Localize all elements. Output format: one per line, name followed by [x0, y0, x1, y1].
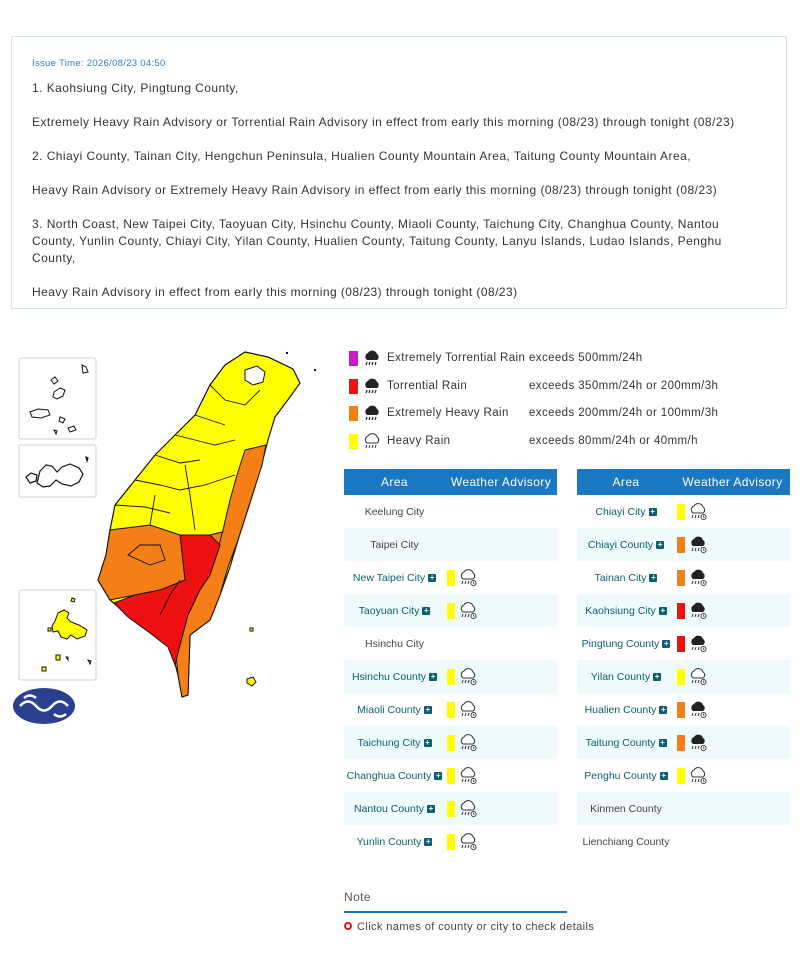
area-cell [344, 561, 445, 594]
area-link[interactable]: Taitung County [585, 736, 656, 749]
advisory-level-swatch [447, 735, 455, 751]
advisory-cell [445, 495, 557, 528]
area-cell [577, 660, 675, 693]
bulletin-paragraph: Heavy Rain Advisory or Extremely Heavy Rain Advisory in effect from early this morning (08/23) through tonight (08/23) [32, 183, 718, 197]
area-link[interactable]: Nantou County [353, 802, 425, 815]
advisory-indicator [675, 528, 790, 561]
legend-label: Extremely Heavy Rain [387, 407, 509, 419]
advisory-indicator [675, 594, 790, 627]
advisory-cell [675, 660, 790, 693]
area-link[interactable]: Chiayi City [595, 505, 646, 518]
column-header-weather-advisory: Weather Advisory [445, 469, 557, 495]
torrential-rain-icon [362, 377, 382, 397]
area-cell [577, 561, 675, 594]
table-row [344, 825, 557, 858]
advisory-level-swatch [677, 768, 685, 784]
area-cell [344, 759, 445, 792]
area-name: Kinmen County [590, 802, 662, 815]
advisory-level-swatch [677, 504, 685, 520]
dark-rain-cloud-icon [688, 568, 708, 588]
area-cell [344, 726, 445, 759]
advisory-level-swatch [677, 537, 685, 553]
area-cell [577, 792, 675, 825]
bulletin-paragraph: 1. Kaohsiung City, Pingtung County, [32, 81, 239, 95]
area-cell [577, 495, 675, 528]
rain-cloud-icon [458, 700, 478, 720]
cwa-logo [13, 688, 75, 724]
rain-cloud-icon [458, 799, 478, 819]
table-row [344, 759, 557, 792]
extreme-rain-icon [362, 349, 382, 369]
heavy-rain-icon [362, 432, 382, 452]
bulletin-paragraph: 2. Chiayi County, Tainan City, Hengchun Peninsula, Hualien County Mountain Area, Taitung County Mountain Area, [32, 149, 691, 163]
dark-rain-cloud-icon [688, 535, 708, 555]
note-title: Note [344, 890, 567, 913]
table-row [577, 495, 790, 528]
rain-cloud-icon [458, 733, 478, 753]
expand-plus-icon[interactable]: + [663, 638, 669, 648]
expand-plus-icon[interactable]: + [654, 671, 660, 681]
legend-label: Torrential Rain [387, 379, 468, 392]
legend-swatch [349, 406, 358, 421]
area-link[interactable]: Changhua County [346, 769, 432, 782]
table-row [344, 660, 557, 693]
dark-rain-cloud-icon [688, 700, 708, 720]
rain-cloud-icon [458, 667, 478, 687]
advisory-cell [675, 627, 790, 660]
table-row [344, 594, 557, 627]
rain-cloud-icon [458, 832, 478, 852]
area-link[interactable]: Yilan County [590, 670, 651, 683]
expand-plus-icon[interactable]: + [651, 572, 656, 582]
area-name: Keelung City [364, 505, 425, 518]
table-row [344, 792, 557, 825]
bullet-icon [344, 922, 352, 930]
table-row [344, 627, 557, 660]
table-row [344, 561, 557, 594]
note-text: Click names of county or city to check details [357, 921, 595, 933]
legend-row [348, 431, 778, 459]
area-link[interactable]: Pingtung County [581, 637, 660, 650]
area-link[interactable]: Hsinchu County [351, 670, 427, 683]
advisory-cell [675, 495, 790, 528]
expand-plus-icon[interactable]: + [650, 506, 655, 516]
area-link[interactable]: Hualien County [584, 703, 657, 716]
legend-threshold: exceeds 200mm/24h or 100mm/3h [529, 407, 719, 419]
advisory-level-swatch [447, 834, 455, 850]
area-cell [577, 759, 675, 792]
taiwan-advisory-map[interactable] [10, 345, 325, 730]
table-row [577, 627, 790, 660]
advisory-cell [675, 693, 790, 726]
advisory-cell [445, 561, 557, 594]
advisory-cell [675, 825, 790, 858]
advisory-indicator [675, 561, 790, 594]
advisory-indicator [675, 693, 790, 726]
advisory-indicator [445, 693, 557, 726]
legend-label: Extremely Torrential Rain [387, 352, 526, 364]
advisory-indicator [675, 495, 790, 528]
legend-swatch [349, 351, 358, 366]
advisory-cell [445, 825, 557, 858]
table-row [577, 825, 790, 858]
expand-plus-icon[interactable]: + [428, 803, 434, 813]
rain-cloud-icon [458, 568, 478, 588]
expand-plus-icon[interactable]: + [429, 572, 435, 582]
advisory-indicator [675, 726, 790, 759]
advisory-indicator [445, 792, 557, 825]
table-row [577, 660, 790, 693]
legend-row [348, 376, 778, 404]
table-row [577, 759, 790, 792]
area-cell [577, 693, 675, 726]
area-link[interactable]: Tainan City [594, 571, 647, 584]
rain-cloud-icon [688, 667, 708, 687]
ludao-island[interactable] [250, 628, 253, 631]
table-row [577, 594, 790, 627]
advisory-level-swatch [677, 735, 685, 751]
area-cell [344, 660, 445, 693]
advisory-cell [445, 627, 557, 660]
advisory-indicator [445, 660, 557, 693]
expand-plus-icon[interactable]: + [425, 704, 431, 714]
advisory-indicator [675, 627, 790, 660]
advisory-cell [445, 660, 557, 693]
column-header-area: Area [577, 469, 675, 495]
bulletin-paragraph: Extremely Heavy Rain Advisory or Torrential Rain Advisory in effect from early this morning (08/23) through tonight (08/23) [32, 115, 735, 129]
advisory-level-swatch [447, 570, 455, 586]
area-cell [577, 825, 675, 858]
advisory-level-swatch [677, 603, 685, 619]
issue-time: Issue Time: 2026/08/23 04:50 [32, 58, 166, 69]
area-link[interactable]: New Taipei City [352, 571, 426, 584]
lanyu-island[interactable] [247, 677, 256, 686]
area-link[interactable]: Yunlin County [356, 835, 422, 848]
area-table-right [577, 469, 790, 858]
advisory-cell [445, 726, 557, 759]
advisory-cell [675, 594, 790, 627]
area-link[interactable]: Taichung City [357, 736, 421, 749]
area-cell [344, 825, 445, 858]
advisory-cell [445, 759, 557, 792]
advisory-cell [675, 759, 790, 792]
area-table-left [344, 469, 557, 858]
dark-rain-cloud-icon [688, 601, 708, 621]
advisory-cell [675, 726, 790, 759]
table-row [577, 528, 790, 561]
expand-plus-icon[interactable]: + [660, 605, 666, 615]
expand-plus-icon[interactable]: + [425, 737, 430, 747]
advisory-indicator [675, 660, 790, 693]
advisory-indicator [445, 759, 557, 792]
table-row [577, 792, 790, 825]
legend-threshold: exceeds 500mm/24h [529, 352, 643, 364]
area-cell [577, 726, 675, 759]
area-cell [344, 693, 445, 726]
advisory-indicator [445, 726, 557, 759]
rain-cloud-icon [688, 502, 708, 522]
legend-threshold: exceeds 350mm/24h or 200mm/3h [529, 379, 719, 392]
expand-plus-icon[interactable]: + [430, 671, 436, 681]
table-row [577, 561, 790, 594]
table-row [344, 693, 557, 726]
area-cell [344, 528, 445, 561]
advisory-cell [445, 693, 557, 726]
area-link[interactable]: Chiayi County [587, 538, 654, 551]
advisory-cell [675, 528, 790, 561]
advisory-level-swatch [447, 603, 455, 619]
expand-plus-icon[interactable]: + [424, 605, 429, 615]
advisory-cell [445, 792, 557, 825]
rain-cloud-icon [458, 766, 478, 786]
advisory-indicator [445, 825, 557, 858]
legend-swatch [349, 379, 358, 394]
expand-plus-icon[interactable]: + [660, 737, 665, 747]
advisory-level-swatch [677, 570, 685, 586]
area-cell [577, 594, 675, 627]
table-row [577, 693, 790, 726]
column-header-area: Area [344, 469, 445, 495]
note-item [344, 921, 595, 933]
expand-plus-icon[interactable]: + [661, 704, 666, 714]
legend-threshold: exceeds 80mm/24h or 40mm/h [529, 434, 698, 447]
area-link[interactable]: Kaohsiung City [585, 604, 656, 617]
area-link[interactable]: Penghu County [584, 769, 657, 782]
advisory-level-swatch [447, 768, 455, 784]
area-cell [344, 594, 445, 627]
legend-row [348, 403, 778, 431]
advisory-level-swatch [447, 801, 455, 817]
bulletin-paragraph: 3. North Coast, New Taipei City, Taoyuan City, Hsinchu County, Miaoli County, Taichung City, Changhua County, Nantou County, Yunlin County, Chiayi City, Yilan County, Hualien County, Taitung County, Lanyu Islands, Ludao Islands, Penghu County, [32, 217, 722, 265]
extremely-heavy-rain-icon [362, 404, 382, 424]
area-cell [344, 627, 445, 660]
advisory-indicator [445, 594, 557, 627]
column-header-weather-advisory: Weather Advisory [675, 469, 790, 495]
table-row [344, 495, 557, 528]
advisory-indicator [445, 561, 557, 594]
area-link[interactable]: Taoyuan City [358, 604, 420, 617]
area-link[interactable]: Miaoli County [357, 703, 421, 716]
advisory-cell [675, 792, 790, 825]
advisory-level-swatch [447, 702, 455, 718]
advisory-cell [675, 561, 790, 594]
area-name: Taipei City [370, 538, 419, 551]
expand-plus-icon[interactable]: + [657, 539, 663, 549]
table-row [344, 726, 557, 759]
legend [348, 348, 778, 458]
main-island-base [98, 352, 300, 697]
legend-swatch [349, 434, 358, 449]
advisory-indicator [675, 759, 790, 792]
advisory-level-swatch [447, 669, 455, 685]
table-row [577, 726, 790, 759]
table-row [344, 528, 557, 561]
expand-plus-icon[interactable]: + [435, 770, 441, 780]
area-cell [577, 627, 675, 660]
dark-rain-cloud-icon [688, 634, 708, 654]
note-section [344, 890, 595, 933]
advisory-level-swatch [677, 702, 685, 718]
rain-cloud-icon [688, 766, 708, 786]
advisory-bulletin [11, 36, 787, 309]
advisory-cell [445, 594, 557, 627]
bulletin-paragraph: Heavy Rain Advisory in effect from early this morning (08/23) through tonight (08/23) [32, 285, 518, 299]
dark-rain-cloud-icon [688, 733, 708, 753]
rain-cloud-icon [458, 601, 478, 621]
legend-label: Heavy Rain [387, 434, 451, 447]
area-name: Hsinchu City [365, 637, 424, 650]
expand-plus-icon[interactable]: + [426, 836, 431, 846]
advisory-level-swatch [677, 636, 685, 652]
expand-plus-icon[interactable]: + [661, 770, 667, 780]
area-cell [577, 528, 675, 561]
advisory-level-swatch [677, 669, 685, 685]
area-name: Lienchiang County [582, 835, 670, 848]
area-cell [344, 495, 445, 528]
advisory-cell [445, 528, 557, 561]
area-cell [344, 792, 445, 825]
legend-row [348, 348, 778, 376]
